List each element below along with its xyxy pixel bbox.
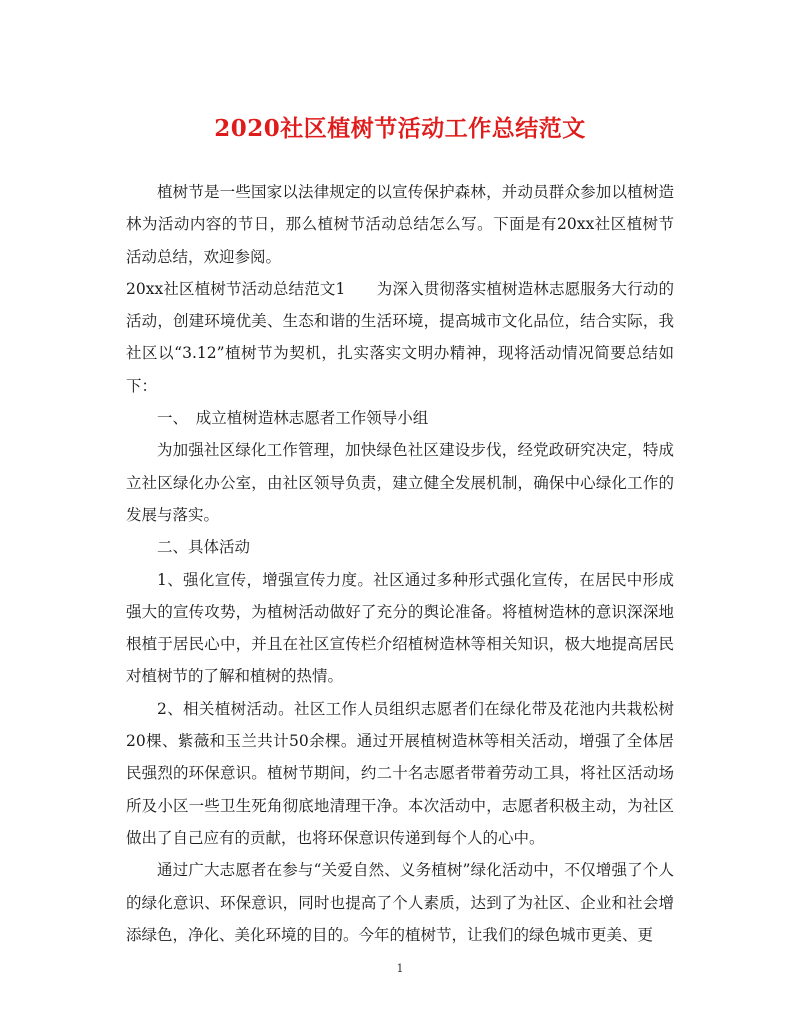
section-1-paragraph: 为加强社区绿化工作管理，加快绿色社区建设步伐，经党政研究决定，特成立社区绿化办公室，由社区领导负责，建立健全发展机制，确保中心绿化工作的发展与落实。 [126, 441, 674, 524]
document-title: 2020社区植树节活动工作总结范文 [214, 115, 586, 142]
section-heading-2: 二、具体活动 [157, 538, 251, 557]
page-number: 1 [396, 962, 404, 975]
activity-2-paragraph: 2、相关植树活动。社区工作人员组织志愿者们在绿化带及花池内共栽松树20棵、紫薇和玉兰共计50余棵。通过开展植树造林等相关活动，增强了全体居民强烈的环保意识。植树节期间，约二十名志愿者带着劳动工具，将社区活动场所及小区一些卫生死角彻底地清理干净。本次活动中，志愿者积极主动，为社区做出了自己应有的贡献，也将环保意识传递到每个人的心中。 [126, 699, 674, 847]
section-heading-1: 一、 成立植树造林志愿者工作领导小组 [157, 409, 429, 428]
summary-paragraph-1: 20xx社区植树节活动总结范文1 为深入贯彻落实植树造林志愿服务大行动的活动，创建环境优美、生态和谐的生活环境，提高城市文化品位，结合实际，我社区以“3.12”植树节为契机，扎实落实文明办精神，现将活动情况简要总结如下： [126, 279, 674, 395]
intro-paragraph: 植树节是一些国家以法律规定的以宣传保护森林，并动员群众参加以植树造林为活动内容的节日，那么植树节活动总结怎么写。下面是有20xx社区植树节活动总结，欢迎参阅。 [126, 183, 674, 266]
document-body [126, 176, 674, 951]
conclusion-paragraph: 通过广大志愿者在参与“关爱自然、义务植树”绿化活动中，不仅增强了个人的绿化意识、环保意识，同时也提高了个人素质，达到了为社区、企业和社会增添绿色，净化、美化环境的目的。今年的植树节，让我们的绿色城市更美、更 [126, 861, 674, 944]
activity-1-paragraph: 1、强化宣传，增强宣传力度。社区通过多种形式强化宣传，在居民中形成强大的宣传攻势，为植树活动做好了充分的舆论准备。将植树造林的意识深深地根植于居民心中，并且在社区宣传栏介绍植树造林等相关知识，极大地提高居民对植树节的了解和植树的热情。 [126, 570, 674, 686]
